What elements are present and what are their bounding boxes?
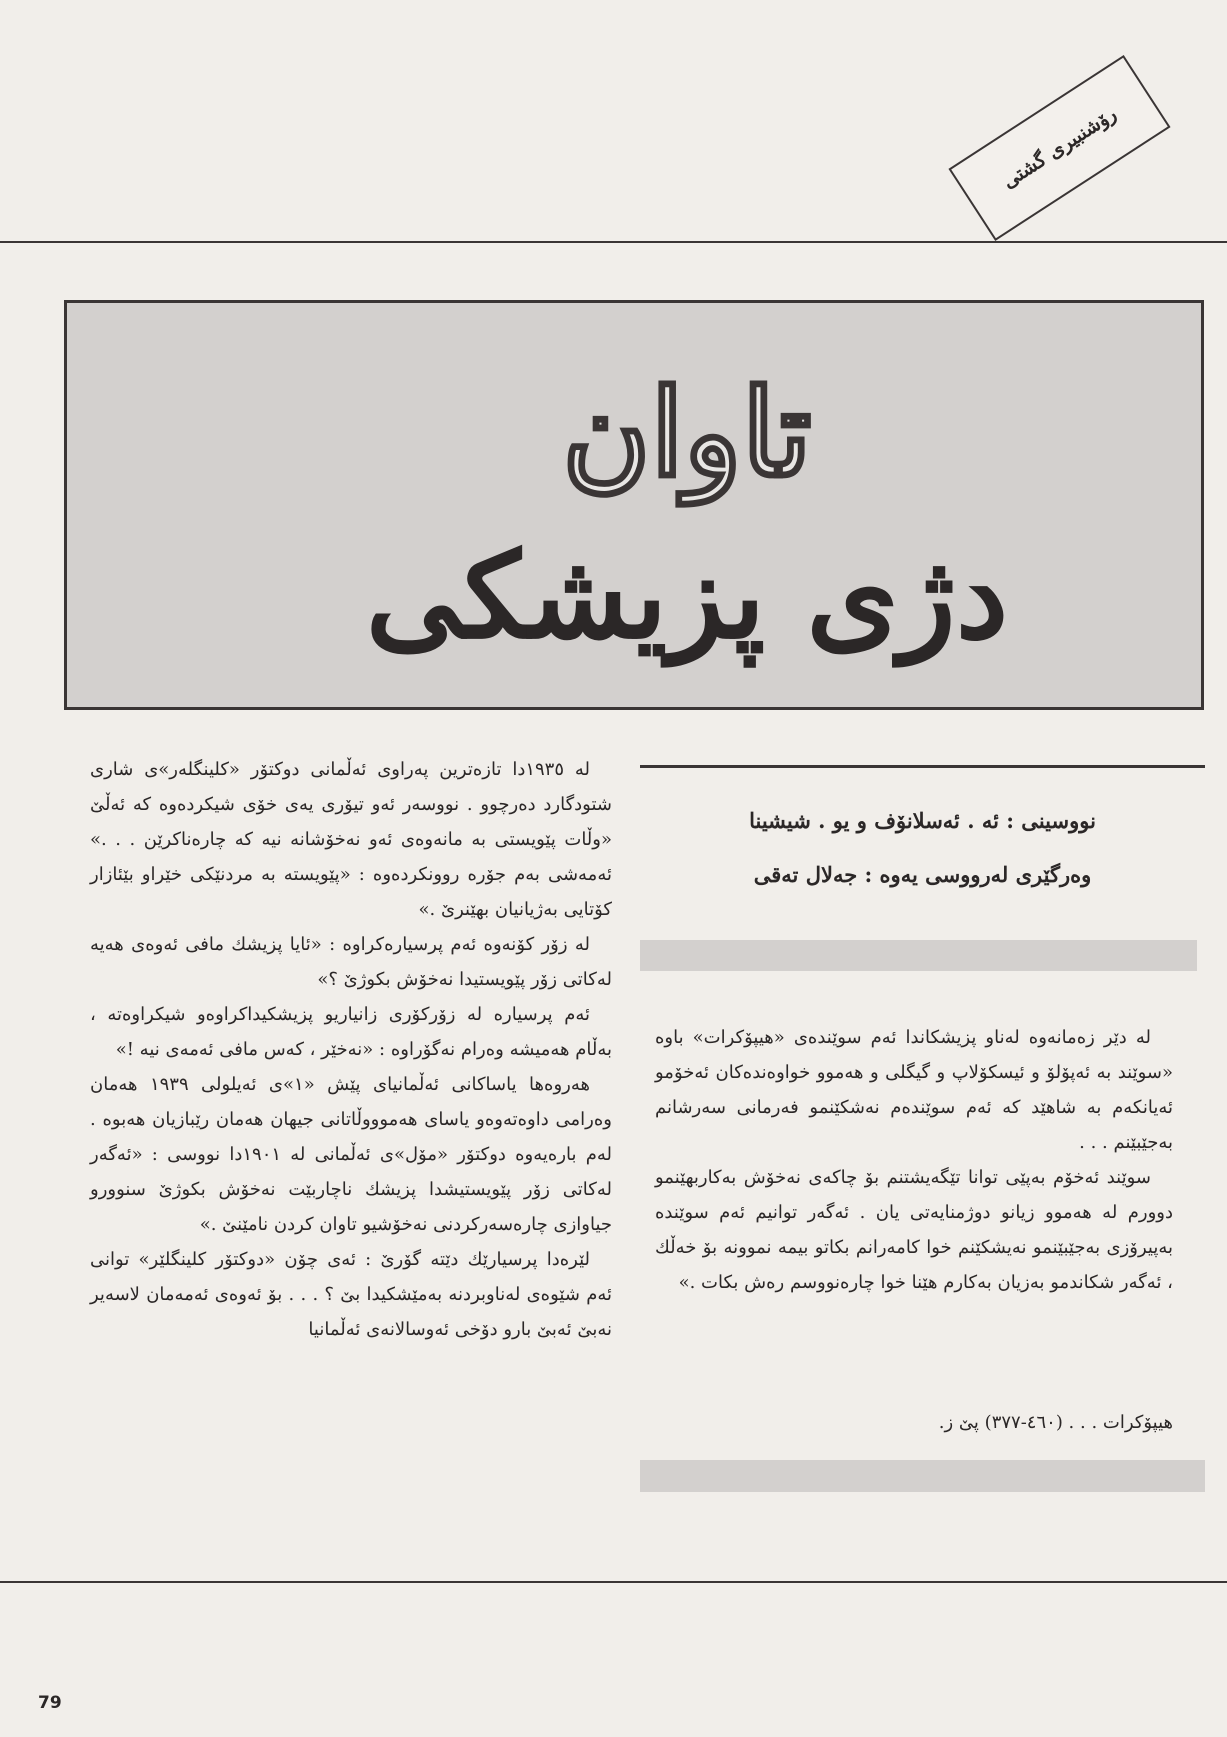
translator-line: وەرگێری لەرووسی یەوە : جەلال تەقی	[753, 862, 1092, 887]
byline-rule	[640, 765, 1205, 768]
title-line-2: دژی پزیشکی	[365, 526, 1009, 665]
article-paragraph-1: لە ١٩٣٥دا تازەترین پەراوی ئەڵمانی دوکتۆر «کلینگلەر»ی شاری شتودگارد دەرچوو . نووسەر ئەو تیۆری یەی خۆی شیکردەوە کە ئەڵێ «وڵات پێویستی بە مانەوەی ئەو نەخۆشانە نیە کە چارەناکرێن . . .» ئەمەشی بەم جۆرە روونکردەوە : «پێویستە بە مردنێکی خێراو بێئازار کۆتایی بەژیانیان بهێنرێ .»	[90, 759, 612, 920]
article-paragraph-4: هەروەها یاساکانی ئەڵمانیای پێش «١»ی ئەیلولی ١٩٣٩ هەمان وەرامی داوەتەوەو یاسای هەموووڵاتانی جیهان هەمان رێبازیان هەبوە . لەم بارەیەوە دوکتۆر «مۆل»ی ئەڵمانی لە ١٩٠١دا نووسی : «ئەگەر لەکاتی زۆر پێویستیشدا پزیشك ناچاربێت نەخۆش بکوژێ سنوورو جیاوازی چارەسەرکردنی نەخۆشیو تاوان کردن نامێنێ .»	[90, 1074, 613, 1235]
article-paragraph-5: لێرەدا پرسیارێك دێتە گۆرێ : ئەی چۆن «دوکتۆر کلینگلێر» توانی ئەم شێوەی لەناوبردنە بەمێشکیدا بێ ؟ . . . بۆ ئەوەی ئەمەمان لاسەیر نەبێ ئەبێ بارو دۆخی ئەوسالانەی ئەڵمانیا	[90, 1249, 612, 1340]
section-stamp	[948, 55, 1170, 241]
title-banner	[64, 300, 1204, 710]
section-stamp-label: رۆشنبیری گشتی	[998, 103, 1121, 193]
citation-shade-bar	[640, 1460, 1205, 1492]
footer-rule	[0, 1581, 1227, 1583]
article-paragraph-3: ئەم پرسیارە لە زۆرکۆری زانیاریو پزیشکیداکراوەو شیکراوەتە ، بەڵام هەمیشە وەرام نەگۆراوە : «نەخێر ، کەس مافی ئەمەی نیە !»	[90, 1004, 612, 1060]
oath-paragraph-2: سوێند ئەخۆم بەپێی توانا تێگەیشتنم بۆ چاکەی نەخۆش بەکاربهێنمو دوورم لە هەموو زیانو دوژمنایەتی یان . ئەگەر توانیم ئەم سوێندە بەپیرۆزی بەجێبێنمو نەیشکێنم خوا کامەرانم بکاتو بیمە نموونە بۆ خەڵك ، ئەگەر شکاندمو بەزیان بەکارم هێنا خوا چارەنووسم رەش بکات .»	[655, 1167, 1173, 1293]
byline-shade-bar	[640, 940, 1197, 971]
page-number: 79	[38, 1693, 62, 1713]
authors-line: نووسینی : ئە . ئەسلانۆف و یو . شیشینا	[749, 808, 1096, 833]
title-line-1: تاوان	[562, 362, 812, 504]
article-body	[90, 752, 612, 1347]
oath-paragraph-1: لە دێر زەمانەوە لەناو پزیشکاندا ئەم سوێندەی «هیپۆکرات» باوە «سوێند بە ئەپۆلۆ و ئیسکۆلاپ و گیگلی و هەموو خواوەندەکان ئەخۆمو ئەیانکەم بە شاهێد کە ئەم سوێندەم نەشکێنمو فەرمانی سەرشانم بەجێبێنم . . .	[655, 1027, 1173, 1153]
oath-citation: هیپۆکرات . . . (٤٦٠-٣٧٧) پێ ز.	[938, 1412, 1173, 1433]
article-paragraph-2: لە زۆر کۆنەوە ئەم پرسیارەکراوە : «ئایا پزیشك مافی ئەوەی هەیە لەکاتی زۆر پێویستیدا نەخۆش بکوژێ ؟»	[90, 934, 612, 990]
oath-text	[655, 1020, 1173, 1300]
header-rule	[0, 241, 1227, 243]
